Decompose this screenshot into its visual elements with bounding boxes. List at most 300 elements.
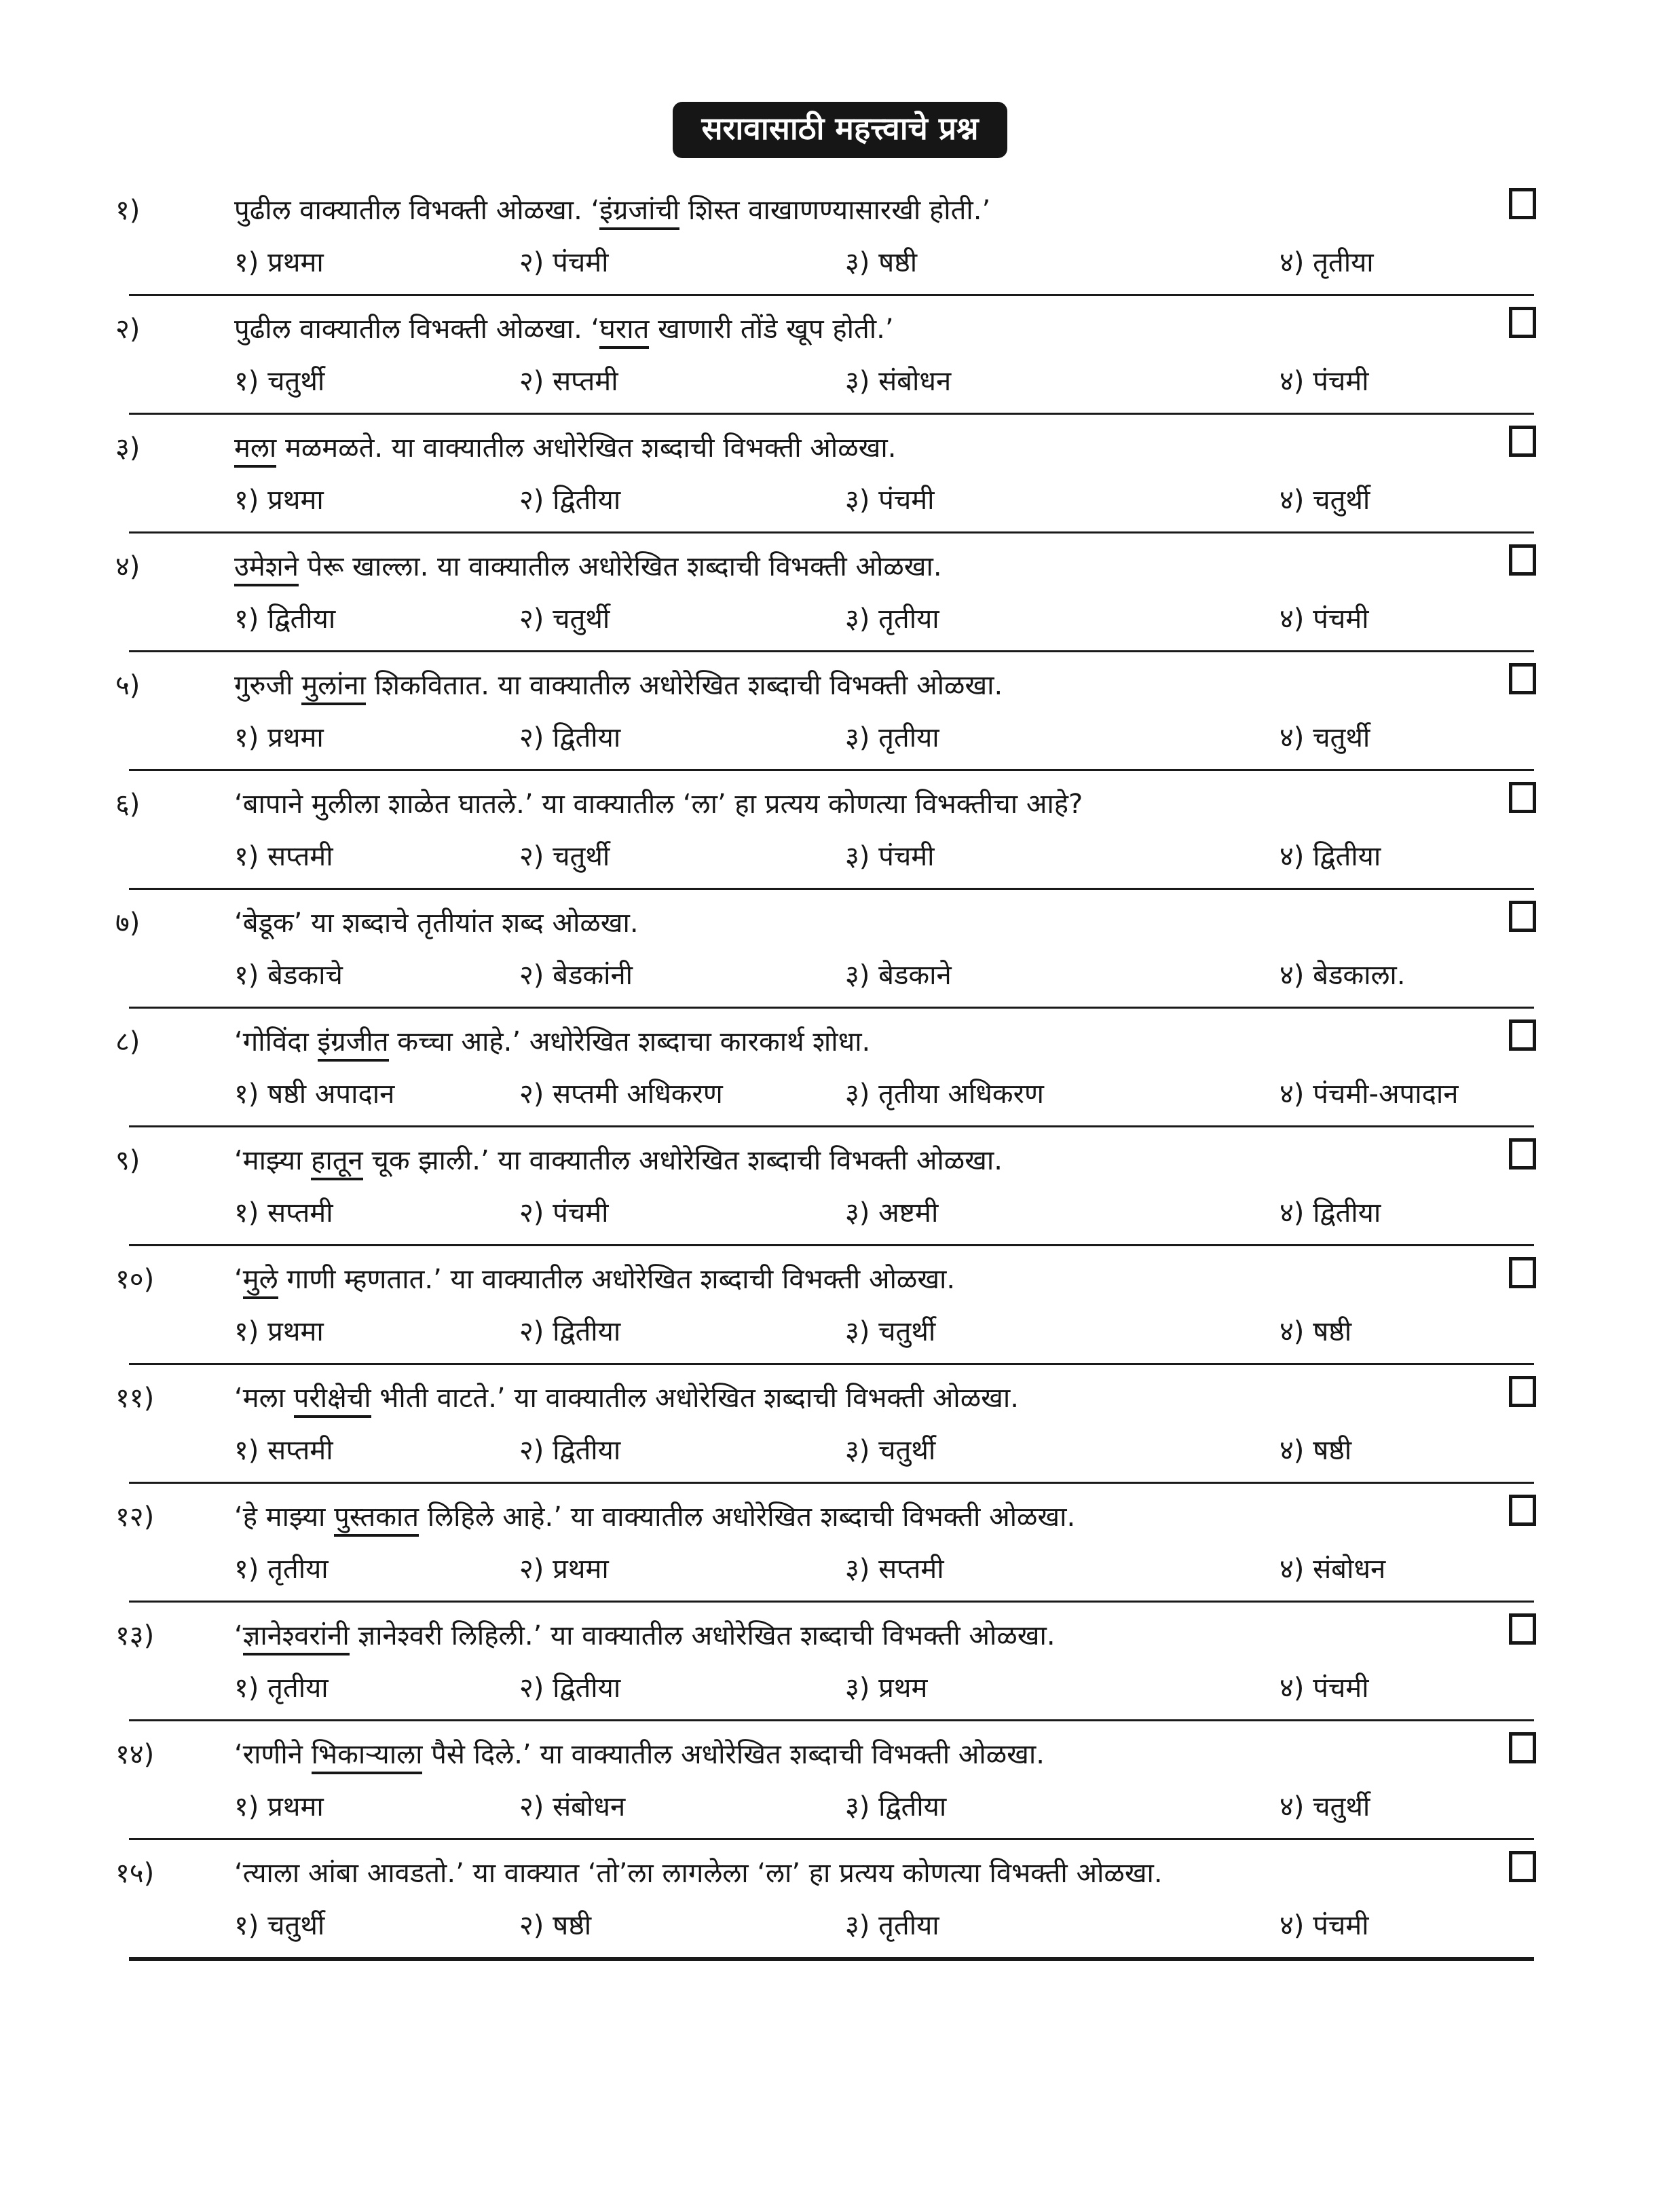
option	[519, 1196, 845, 1231]
option-prefix: ४)	[1280, 1791, 1305, 1822]
question-line	[115, 1856, 1510, 1891]
option	[1280, 721, 1510, 755]
option	[845, 1790, 1280, 1825]
question-item	[0, 534, 1680, 650]
option-label: पंचमी	[1304, 365, 1369, 397]
question-line	[115, 312, 1510, 347]
option-label: द्वितीया	[1304, 840, 1381, 872]
option-prefix: १)	[234, 1078, 259, 1110]
option-label: बेडकाचे	[259, 959, 343, 991]
question-line	[115, 787, 1510, 822]
option	[1280, 1315, 1510, 1349]
question-text-segment: शिस्त वाखाणण्यासारखी होती.’	[679, 194, 991, 226]
question-line	[115, 1500, 1510, 1535]
question-text-segment: पेरू खाल्ला. या वाक्यातील अधोरेखित शब्दाची विभक्ती ओळखा.	[298, 550, 942, 582]
option	[1280, 1790, 1510, 1825]
option-prefix: २)	[519, 1909, 544, 1941]
option	[234, 602, 519, 637]
question-line	[115, 550, 1510, 584]
question-text	[234, 1025, 1510, 1060]
question-item	[0, 1127, 1680, 1244]
question-item	[0, 1603, 1680, 1719]
question-text	[234, 1500, 1510, 1535]
underlined-word: इंग्रजांची	[599, 195, 679, 230]
option-prefix: १)	[234, 484, 259, 516]
question-text-segment: ‘	[234, 1263, 243, 1295]
option-label: सप्तमी	[259, 840, 333, 872]
underlined-word: हातून	[311, 1145, 363, 1180]
option	[845, 1077, 1280, 1112]
option	[845, 958, 1280, 993]
answer-checkbox[interactable]	[1509, 1851, 1536, 1882]
option-prefix: २)	[519, 603, 544, 635]
option-prefix: ३)	[845, 959, 870, 991]
question-line	[115, 1025, 1510, 1060]
options-row	[234, 1434, 1510, 1468]
option-label: प्रथमा	[259, 246, 324, 278]
option-prefix: १)	[234, 959, 259, 991]
question-item	[0, 771, 1680, 888]
options-row	[234, 1909, 1510, 1943]
option-label: संबोधन	[870, 365, 952, 397]
answer-checkbox[interactable]	[1509, 1019, 1536, 1051]
option-prefix: ४)	[1280, 1909, 1305, 1941]
option	[519, 1552, 845, 1587]
question-text-segment: ‘त्याला आंबा आवडतो.’ या वाक्यात ‘तो’ला लागलेला ‘ला’ हा प्रत्यय कोणत्या विभक्ती ओळखा.	[234, 1857, 1163, 1889]
option-label: षष्ठी	[870, 246, 918, 278]
answer-checkbox[interactable]	[1509, 307, 1536, 338]
option	[845, 1434, 1280, 1468]
option-prefix: २)	[519, 1078, 544, 1110]
question-text-segment: पुढील वाक्यातील विभक्ती ओळखा. ‘	[234, 313, 600, 345]
question-number: ५)	[115, 669, 141, 701]
option-label: षष्ठी	[1304, 1315, 1352, 1347]
underlined-word: मुले	[243, 1264, 278, 1299]
option-prefix: २)	[519, 722, 544, 753]
option-label: पंचमी	[1304, 1909, 1369, 1941]
option	[1280, 1552, 1510, 1587]
option-prefix: २)	[519, 246, 544, 278]
options-row	[234, 958, 1510, 993]
option-prefix: ३)	[845, 840, 870, 872]
question-text-segment: पुढील वाक्यातील विभक्ती ओळखा. ‘	[234, 194, 600, 226]
option	[1280, 483, 1510, 518]
option-label: चतुर्थी	[544, 840, 610, 872]
question-text-segment: ‘गोविंदा	[234, 1026, 318, 1058]
option	[845, 1552, 1280, 1587]
answer-checkbox[interactable]	[1509, 1613, 1536, 1645]
option-prefix: १)	[234, 1315, 259, 1347]
options-row	[234, 364, 1510, 399]
option-prefix: ३)	[845, 484, 870, 516]
option-prefix: १)	[234, 1672, 259, 1704]
question-text-segment: शिकवितात. या वाक्यातील अधोरेखित शब्दाची विभक्ती ओळखा.	[366, 669, 1003, 701]
question-number: ११)	[115, 1382, 155, 1414]
underlined-word: भिकाऱ्याला	[312, 1739, 423, 1774]
option	[234, 958, 519, 993]
option-label: द्वितीया	[544, 722, 621, 753]
option-prefix: २)	[519, 1791, 544, 1822]
option-prefix: २)	[519, 1672, 544, 1704]
option-prefix: १)	[234, 1553, 259, 1585]
option	[845, 246, 1280, 280]
option	[519, 1790, 845, 1825]
option	[1280, 840, 1510, 874]
option-label: द्वितीया	[544, 1315, 621, 1347]
page-header	[0, 0, 1680, 158]
option-label: षष्ठी अपादान	[259, 1078, 395, 1110]
option	[234, 246, 519, 280]
option-label: सप्तमी	[544, 365, 618, 397]
option	[519, 1671, 845, 1706]
option-label: तृतीया	[259, 1672, 329, 1704]
option-prefix: ४)	[1280, 1553, 1305, 1585]
option-label: द्वितीया	[544, 1672, 621, 1704]
answer-checkbox[interactable]	[1509, 901, 1536, 932]
option-label: षष्ठी	[544, 1909, 592, 1941]
question-text-segment: ‘बापाने मुलीला शाळेत घातले.’ या वाक्यातील ‘ला’ हा प्रत्यय कोणत्या विभक्तीचा आहे?	[234, 788, 1083, 820]
option	[519, 1909, 845, 1943]
options-row	[234, 602, 1510, 637]
option	[234, 1790, 519, 1825]
options-row	[234, 1552, 1510, 1587]
option-label: चतुर्थी	[544, 603, 610, 635]
option-label: चतुर्थी	[259, 1909, 325, 1941]
option-label: प्रथमा	[259, 722, 324, 753]
question-text-segment: खाणारी तोंडे खूप होती.’	[649, 313, 894, 345]
option-prefix: ४)	[1280, 246, 1305, 278]
question-line	[115, 1738, 1510, 1772]
option	[234, 364, 519, 399]
option-label: तृतीया	[870, 603, 939, 635]
option	[1280, 1909, 1510, 1943]
option	[845, 364, 1280, 399]
option	[519, 1077, 845, 1112]
question-text-segment: ‘राणीने	[234, 1738, 312, 1770]
option-label: द्वितीया	[1304, 1197, 1381, 1229]
option	[845, 1315, 1280, 1349]
option	[234, 840, 519, 874]
option-prefix: ४)	[1280, 1434, 1305, 1466]
question-number: १३)	[115, 1620, 155, 1651]
option-label: चतुर्थी	[870, 1315, 936, 1347]
option	[234, 1077, 519, 1112]
option-label: बेडकाला.	[1304, 959, 1406, 991]
question-item	[0, 1365, 1680, 1482]
option-prefix: ३)	[845, 1909, 870, 1941]
option	[234, 483, 519, 518]
options-row	[234, 483, 1510, 518]
option-prefix: १)	[234, 603, 259, 635]
option	[1280, 364, 1510, 399]
option-label: तृतीया	[870, 722, 939, 753]
option-prefix: ३)	[845, 1791, 870, 1822]
option-prefix: ३)	[845, 365, 870, 397]
question-text	[234, 1144, 1510, 1178]
option-prefix: ४)	[1280, 722, 1305, 753]
answer-checkbox[interactable]	[1509, 1138, 1536, 1170]
underlined-word: घरात	[599, 314, 649, 349]
question-number: १०)	[115, 1263, 155, 1295]
option-label: पंचमी-अपादान	[1304, 1078, 1459, 1110]
option-prefix: २)	[519, 1434, 544, 1466]
question-item	[0, 1484, 1680, 1601]
options-row	[234, 1077, 1510, 1112]
option	[1280, 602, 1510, 637]
option	[519, 246, 845, 280]
question-text	[234, 312, 1510, 347]
option-label: पंचमी	[544, 1197, 609, 1229]
answer-checkbox[interactable]	[1509, 1257, 1536, 1288]
option-prefix: २)	[519, 365, 544, 397]
question-line	[115, 669, 1510, 703]
question-number: १४)	[115, 1738, 155, 1770]
option	[845, 1671, 1280, 1706]
option	[234, 1671, 519, 1706]
option	[1280, 1196, 1510, 1231]
page-title: सरावासाठी महत्त्वाचे प्रश्न	[673, 102, 1007, 158]
question-text-segment: चूक झाली.’ या वाक्यातील अधोरेखित शब्दाची विभक्ती ओळखा.	[362, 1144, 1003, 1176]
option-label: बेडकाने	[870, 959, 952, 991]
question-text-segment: ‘माझ्या	[234, 1144, 312, 1176]
answer-checkbox[interactable]	[1509, 426, 1536, 457]
option-label: पंचमी	[544, 246, 609, 278]
option-prefix: ४)	[1280, 365, 1305, 397]
question-line	[115, 1619, 1510, 1653]
option	[845, 602, 1280, 637]
option-prefix: १)	[234, 722, 259, 753]
underlined-word: परीक्षेची	[294, 1383, 371, 1418]
option-prefix: ३)	[845, 722, 870, 753]
question-text	[234, 1262, 1510, 1297]
option-label: प्रथमा	[259, 1315, 324, 1347]
question-text	[234, 550, 1510, 584]
question-text	[234, 193, 1510, 228]
option	[519, 721, 845, 755]
question-number: ७)	[115, 907, 141, 939]
option-label: प्रथमा	[544, 1553, 609, 1585]
question-text-segment: ‘बेडूक’ या शब्दाचे तृतीयांत शब्द ओळखा.	[234, 907, 639, 939]
option	[234, 1196, 519, 1231]
options-row	[234, 1790, 1510, 1825]
option-prefix: ३)	[845, 1078, 870, 1110]
option-prefix: १)	[234, 1434, 259, 1466]
answer-checkbox[interactable]	[1509, 544, 1536, 576]
question-item	[0, 1840, 1680, 1957]
option	[845, 840, 1280, 874]
question-line	[115, 431, 1510, 466]
question-line	[115, 906, 1510, 941]
question-text	[234, 787, 1510, 822]
option-label: प्रथमा	[259, 1791, 324, 1822]
question-text-segment: ‘	[234, 1620, 243, 1651]
underlined-word: इंग्रजीत	[318, 1026, 389, 1062]
question-item	[0, 1721, 1680, 1838]
question-text	[234, 906, 1510, 941]
option-label: द्वितीया	[544, 1434, 621, 1466]
question-text-segment: ‘मला	[234, 1382, 294, 1414]
underlined-word: मला	[234, 432, 276, 468]
option-prefix: ४)	[1280, 1315, 1305, 1347]
answer-checkbox[interactable]	[1509, 1495, 1536, 1526]
option	[1280, 1671, 1510, 1706]
underlined-word: मुलांना	[301, 670, 366, 705]
option-label: संबोधन	[1304, 1553, 1386, 1585]
option-label: चतुर्थी	[1304, 484, 1370, 516]
question-text	[234, 1619, 1510, 1653]
options-row	[234, 1315, 1510, 1349]
answer-checkbox[interactable]	[1509, 1732, 1536, 1763]
option-label: संबोधन	[544, 1791, 626, 1822]
option-prefix: ४)	[1280, 484, 1305, 516]
option	[519, 1434, 845, 1468]
options-row	[234, 1196, 1510, 1231]
option-label: पंचमी	[1304, 603, 1369, 635]
question-separator	[129, 1957, 1534, 1961]
option-label: चतुर्थी	[1304, 722, 1370, 753]
question-text-segment: ज्ञानेश्वरी लिहिली.’ या वाक्यातील अधोरेखित शब्दाची विभक्ती ओळखा.	[349, 1620, 1056, 1651]
option-label: तृतीया	[259, 1553, 329, 1585]
question-number: २)	[115, 313, 141, 345]
option-label: अष्टमी	[870, 1197, 939, 1229]
option-prefix: ३)	[845, 1197, 870, 1229]
option-prefix: ३)	[845, 1672, 870, 1704]
option	[845, 1196, 1280, 1231]
answer-checkbox[interactable]	[1509, 188, 1536, 219]
option	[519, 840, 845, 874]
option	[234, 721, 519, 755]
option-prefix: १)	[234, 1791, 259, 1822]
options-row	[234, 840, 1510, 874]
question-text-segment: लिहिले आहे.’ या वाक्यातील अधोरेखित शब्दाची विभक्ती ओळखा.	[419, 1501, 1076, 1533]
question-item	[0, 415, 1680, 531]
answer-checkbox[interactable]	[1509, 1376, 1536, 1407]
question-number: ३)	[115, 432, 141, 464]
question-number: ८)	[115, 1026, 141, 1058]
answer-checkbox[interactable]	[1509, 782, 1536, 813]
option-prefix: ४)	[1280, 1078, 1305, 1110]
option-prefix: १)	[234, 840, 259, 872]
option-prefix: २)	[519, 484, 544, 516]
option	[234, 1434, 519, 1468]
option-label: सप्तमी अधिकरण	[544, 1078, 723, 1110]
option-label: चतुर्थी	[870, 1434, 936, 1466]
option-label: चतुर्थी	[259, 365, 325, 397]
question-number: १)	[115, 194, 141, 226]
option-label: पंचमी	[870, 484, 935, 516]
option-prefix: ३)	[845, 1434, 870, 1466]
option-label: सप्तमी	[870, 1553, 944, 1585]
question-number: ६)	[115, 788, 141, 820]
question-item	[0, 890, 1680, 1007]
option	[1280, 958, 1510, 993]
underlined-word: पुस्तकात	[334, 1501, 419, 1537]
option-prefix: ४)	[1280, 959, 1305, 991]
question-text-segment: कच्चा आहे.’ अधोरेखित शब्दाचा कारकार्थ शोधा.	[388, 1026, 871, 1058]
option-label: सप्तमी	[259, 1434, 333, 1466]
question-item	[0, 1246, 1680, 1363]
question-item	[0, 296, 1680, 413]
option	[845, 1909, 1280, 1943]
question-text	[234, 1381, 1510, 1416]
option	[519, 483, 845, 518]
question-text-segment: गाणी म्हणतात.’ या वाक्यातील अधोरेखित शब्दाची विभक्ती ओळखा.	[278, 1263, 956, 1295]
question-line	[115, 193, 1510, 228]
option	[519, 364, 845, 399]
question-item	[0, 652, 1680, 769]
option-prefix: ४)	[1280, 603, 1305, 635]
option-prefix: ३)	[845, 246, 870, 278]
option-prefix: १)	[234, 246, 259, 278]
options-row	[234, 246, 1510, 280]
option-label: प्रथमा	[259, 484, 324, 516]
option-label: तृतीया	[1304, 246, 1374, 278]
underlined-word: उमेशने	[234, 551, 299, 586]
question-line	[115, 1144, 1510, 1178]
underlined-word: ज्ञानेश्वरांनी	[243, 1620, 350, 1655]
question-line	[115, 1262, 1510, 1297]
answer-checkbox[interactable]	[1509, 663, 1536, 694]
option-prefix: ३)	[845, 603, 870, 635]
option-label: बेडकांनी	[544, 959, 633, 991]
question-text	[234, 431, 1510, 466]
option	[1280, 1077, 1510, 1112]
option-label: चतुर्थी	[1304, 1791, 1370, 1822]
option-label: तृतीया अधिकरण	[870, 1078, 1044, 1110]
option-prefix: ४)	[1280, 1197, 1305, 1229]
option	[1280, 246, 1510, 280]
question-item	[0, 177, 1680, 294]
option-label: तृतीया	[870, 1909, 939, 1941]
option	[519, 1315, 845, 1349]
question-text	[234, 1738, 1510, 1772]
option	[234, 1315, 519, 1349]
question-text-segment: मळमळते. या वाक्यातील अधोरेखित शब्दाची विभक्ती ओळखा.	[276, 432, 897, 464]
question-number: १५)	[115, 1857, 155, 1889]
option-label: सप्तमी	[259, 1197, 333, 1229]
option-prefix: २)	[519, 1315, 544, 1347]
question-text	[234, 669, 1510, 703]
option-prefix: २)	[519, 1197, 544, 1229]
option-prefix: १)	[234, 1909, 259, 1941]
option	[845, 483, 1280, 518]
option-label: प्रथम	[870, 1672, 928, 1704]
option	[234, 1552, 519, 1587]
option-prefix: २)	[519, 840, 544, 872]
option	[519, 958, 845, 993]
options-row	[234, 1671, 1510, 1706]
option-label: द्वितीया	[259, 603, 336, 635]
questions-list	[0, 177, 1680, 1961]
question-number: ४)	[115, 550, 141, 582]
question-text-segment: पैसे दिले.’ या वाक्यातील अधोरेखित शब्दाची विभक्ती ओळखा.	[422, 1738, 1045, 1770]
option-prefix: २)	[519, 959, 544, 991]
option-prefix: १)	[234, 365, 259, 397]
question-item	[0, 1009, 1680, 1125]
option-prefix: ३)	[845, 1553, 870, 1585]
question-text-segment: गुरुजी	[234, 669, 302, 701]
option-label: पंचमी	[870, 840, 935, 872]
option	[234, 1909, 519, 1943]
question-number: ९)	[115, 1144, 141, 1176]
question-line	[115, 1381, 1510, 1416]
option-prefix: ४)	[1280, 1672, 1305, 1704]
options-row	[234, 721, 1510, 755]
option-prefix: २)	[519, 1553, 544, 1585]
question-text	[234, 1856, 1510, 1891]
option-label: द्वितीया	[544, 484, 621, 516]
question-text-segment: भीती वाटते.’ या वाक्यातील अधोरेखित शब्दाची विभक्ती ओळखा.	[371, 1382, 1019, 1414]
